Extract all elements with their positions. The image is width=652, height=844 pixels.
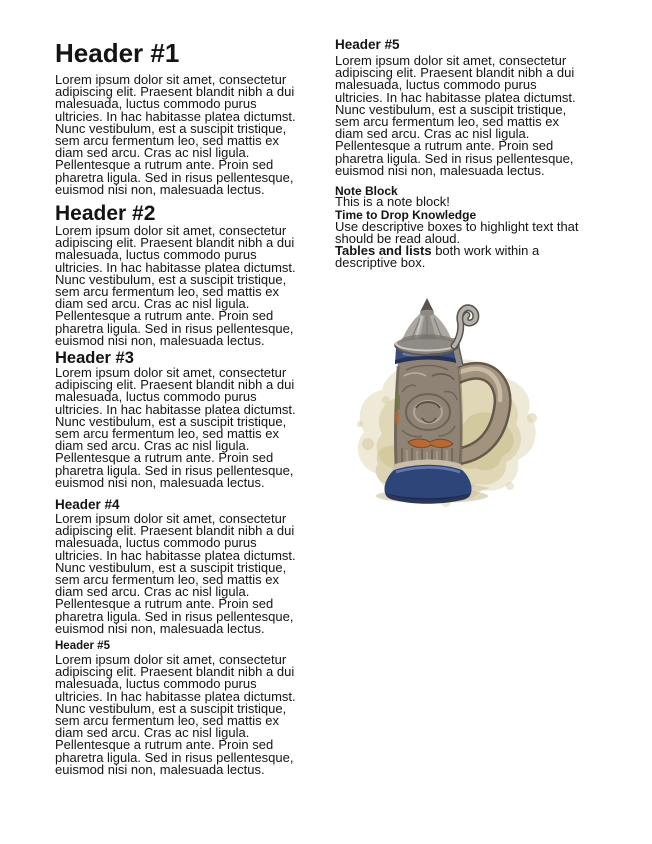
header-3: Header #3: [55, 349, 134, 367]
section-body-4: Lorem ipsum dolor sit amet, consectetur adipiscing elit. Praesent blandit nibh a dui malesuada, luctus commodo purus ultricies. In hac habitasse platea dictumst. Nunc vestibulum, est a suscipit tristique, sem arcu fermentum leo, sed mattis ex diam sed arcu. Cras ac nisl ligula. Pellentesque a rutrum ante. Proin sed pharetra ligula. Sed in risus pellentesque, euismod nisi non, malesuada lectus.: [55, 511, 296, 636]
section-body-1: Lorem ipsum dolor sit amet, consectetur adipiscing elit. Praesent blandit nibh a dui malesuada, luctus commodo purus ultricies. In hac habitasse platea dictumst. Nunc vestibulum, est a suscipit tristique, sem arcu fermentum leo, sed mattis ex diam sed arcu. Cras ac nisl ligula. Pellentesque a rutrum ante. Proin sed pharetra ligula. Sed in risus pellentesque, euismod nisi non, malesuada lectus.: [55, 72, 296, 197]
header-5-left: Header #5: [55, 640, 110, 652]
beer-stein-illustration: [350, 296, 590, 508]
section-body-right: Lorem ipsum dolor sit amet, consectetur adipiscing elit. Praesent blandit nibh a dui malesuada, luctus commodo purus ultricies. In hac habitasse platea dictumst. Nunc vestibulum, est a suscipit tristique, sem arcu fermentum leo, sed mattis ex diam sed arcu. Cras ac nisl ligula. Pellentesque a rutrum ante. Proin sed pharetra ligula. Sed in risus pellentesque, euismod nisi non, malesuada lectus.: [335, 53, 576, 178]
tables-and-lists-bold: Tables and lists: [335, 243, 432, 258]
stein-base: [384, 465, 471, 504]
knowledge-block-tables-line: [335, 245, 583, 269]
header-1: Header #1: [55, 38, 180, 68]
thumb-lever: [454, 308, 476, 346]
header-5-right: Header #5: [335, 37, 400, 52]
section-body-3: Lorem ipsum dolor sit amet, consectetur adipiscing elit. Praesent blandit nibh a dui malesuada, luctus commodo purus ultricies. In hac habitasse platea dictumst. Nunc vestibulum, est a suscipit tristique, sem arcu fermentum leo, sed mattis ex diam sed arcu. Cras ac nisl ligula. Pellentesque a rutrum ante. Proin sed pharetra ligula. Sed in risus pellentesque, euismod nisi non, malesuada lectus.: [55, 365, 296, 490]
note-block-body: This is a note block!: [335, 194, 450, 209]
knowledge-block-body: Use descriptive boxes to highlight text that should be read aloud.: [335, 219, 579, 247]
section-body-2: Lorem ipsum dolor sit amet, consectetur adipiscing elit. Praesent blandit nibh a dui malesuada, luctus commodo purus ultricies. In hac habitasse platea dictumst. Nunc vestibulum, est a suscipit tristique, sem arcu fermentum leo, sed mattis ex diam sed arcu. Cras ac nisl ligula. Pellentesque a rutrum ante. Proin sed pharetra ligula. Sed in risus pellentesque, euismod nisi non, malesuada lectus.: [55, 223, 296, 348]
tables-and-lists-rest: both work within a descriptive box.: [335, 243, 540, 271]
knowledge-block-title: Time to Drop Knowledge: [335, 208, 477, 222]
stein-lid: [394, 298, 460, 355]
note-block-title: Note Block: [335, 184, 398, 198]
stein-body: [394, 358, 462, 469]
section-body-5: Lorem ipsum dolor sit amet, consectetur adipiscing elit. Praesent blandit nibh a dui malesuada, luctus commodo purus ultricies. In hac habitasse platea dictumst. Nunc vestibulum, est a suscipit tristique, sem arcu fermentum leo, sed mattis ex diam sed arcu. Cras ac nisl ligula. Pellentesque a rutrum ante. Proin sed pharetra ligula. Sed in risus pellentesque, euismod nisi non, malesuada lectus.: [55, 652, 296, 777]
header-2: Header #2: [55, 202, 156, 225]
header-4: Header #4: [55, 497, 120, 512]
stein-image: [350, 296, 590, 508]
